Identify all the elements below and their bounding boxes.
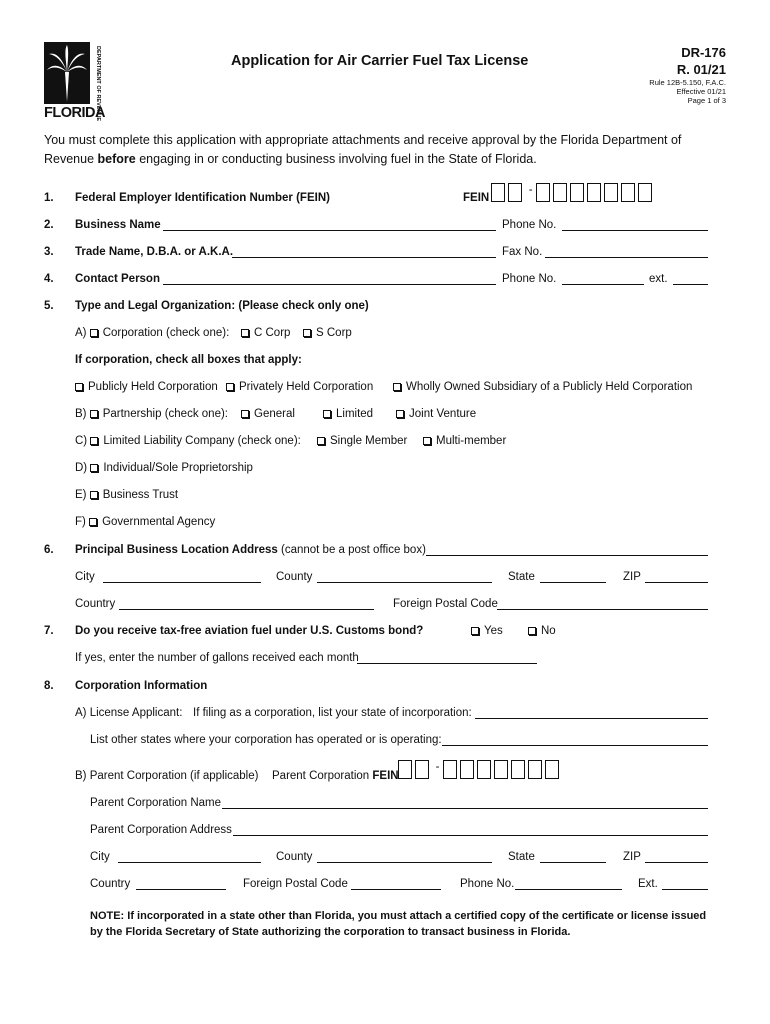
business-name-label: Business Name bbox=[75, 219, 161, 231]
parent-address-field[interactable] bbox=[233, 835, 708, 836]
joint-option[interactable]: Joint Venture bbox=[396, 408, 476, 420]
phone-field[interactable] bbox=[562, 284, 644, 285]
checkbox[interactable] bbox=[75, 383, 83, 391]
corp-row: A) Corporation (check one): bbox=[75, 327, 230, 339]
gallons-field[interactable] bbox=[357, 663, 537, 664]
form-id: DR-176 bbox=[681, 45, 726, 60]
llc-row: C) Limited Liability Company (check one): bbox=[75, 435, 301, 447]
state-label: State bbox=[508, 571, 535, 583]
phone-field[interactable] bbox=[562, 230, 708, 231]
llc-checkbox[interactable] bbox=[90, 437, 98, 445]
effective-text: Effective 01/21 bbox=[676, 87, 726, 96]
yes-option[interactable]: Yes bbox=[471, 625, 503, 637]
multi-option[interactable]: Multi-member bbox=[423, 435, 506, 447]
fax-field[interactable] bbox=[545, 257, 708, 258]
checkbox[interactable] bbox=[226, 383, 234, 391]
state-label: State bbox=[508, 851, 535, 863]
if-corp-label: If corporation, check all boxes that apply: bbox=[75, 354, 302, 366]
checkbox[interactable] bbox=[528, 627, 536, 635]
county-field[interactable] bbox=[317, 862, 492, 863]
incorporation-note: NOTE: If incorporated in a state other than Florida, you must attach a certified copy of the certificate or license issued by the Florida Secretary of State authorizing the corporation to transact business in Florida. bbox=[90, 910, 707, 938]
trade-name-label: Trade Name, D.B.A. or A.K.A. bbox=[75, 246, 234, 258]
parent-name-field[interactable] bbox=[222, 808, 708, 809]
fein-short-label: FEIN bbox=[463, 192, 490, 204]
form-revision: R. 01/21 bbox=[676, 62, 726, 77]
principal-address-field[interactable] bbox=[426, 555, 708, 556]
limited-option[interactable]: Limited bbox=[323, 408, 373, 420]
parent-fein-boxes[interactable]: - bbox=[398, 760, 562, 779]
partner-row: B) Partnership (check one): bbox=[75, 408, 228, 420]
phone-label: Phone No. bbox=[460, 878, 515, 890]
florida-dor-logo bbox=[44, 42, 105, 122]
checkbox[interactable] bbox=[471, 627, 479, 635]
fax-label: Fax No. bbox=[502, 246, 543, 258]
checkbox[interactable] bbox=[241, 410, 249, 418]
wholly-option[interactable]: Wholly Owned Subsidiary of a Publicly Held Corporation bbox=[393, 381, 692, 393]
filing-label: If filing as a corporation, list your state of incorporation: bbox=[193, 707, 472, 719]
contact-field[interactable] bbox=[163, 284, 496, 285]
foreign-postal-field[interactable] bbox=[497, 609, 708, 610]
parent-fein-label: Parent Corporation FEIN bbox=[272, 770, 399, 782]
zip-label: ZIP bbox=[623, 571, 641, 583]
gov-row[interactable]: F) Governmental Agency bbox=[75, 516, 216, 528]
phone-field[interactable] bbox=[515, 889, 622, 890]
country-field[interactable] bbox=[136, 889, 226, 890]
form-number bbox=[677, 44, 726, 78]
item-number: 6. bbox=[44, 544, 54, 556]
zip-field[interactable] bbox=[645, 582, 708, 583]
checkbox[interactable] bbox=[89, 518, 97, 526]
foreign-postal-field[interactable] bbox=[351, 889, 441, 890]
other-states-label: List other states where your corporation has operated or is operating: bbox=[90, 734, 442, 746]
checkbox[interactable] bbox=[423, 437, 431, 445]
city-label: City bbox=[90, 851, 110, 863]
contact-label: Contact Person bbox=[75, 273, 160, 285]
corp-checkbox[interactable] bbox=[90, 329, 98, 337]
private-option[interactable]: Privately Held Corporation bbox=[226, 381, 373, 393]
type-org-label: Type and Legal Organization: (Please check only one) bbox=[75, 300, 369, 312]
country-label: Country bbox=[75, 598, 116, 610]
city-label: City bbox=[75, 571, 95, 583]
zip-label: ZIP bbox=[623, 851, 641, 863]
item-number: 7. bbox=[44, 625, 54, 637]
customs-label: Do you receive tax-free aviation fuel under U.S. Customs bond? bbox=[75, 625, 424, 637]
city-field[interactable] bbox=[118, 862, 261, 863]
other-states-field[interactable] bbox=[442, 745, 708, 746]
country-field[interactable] bbox=[119, 609, 374, 610]
county-field[interactable] bbox=[317, 582, 492, 583]
checkbox[interactable] bbox=[393, 383, 401, 391]
partner-checkbox[interactable] bbox=[90, 410, 98, 418]
corp-info-label: Corporation Information bbox=[75, 680, 208, 692]
form-title: Application for Air Carrier Fuel Tax License bbox=[231, 53, 529, 69]
logo-florida-text: FLORIDA bbox=[44, 105, 105, 121]
item-number: 1. bbox=[44, 192, 54, 204]
parent-address-label: Parent Corporation Address bbox=[90, 824, 232, 836]
county-label: County bbox=[276, 851, 313, 863]
item-number: 3. bbox=[44, 246, 54, 258]
page-number: Page 1 of 3 bbox=[687, 96, 726, 105]
scorp-option[interactable]: S Corp bbox=[303, 327, 352, 339]
checkbox[interactable] bbox=[90, 464, 98, 472]
trust-row[interactable]: E) Business Trust bbox=[75, 489, 179, 501]
foreign-postal-label: Foreign Postal Code bbox=[393, 598, 498, 610]
single-option[interactable]: Single Member bbox=[317, 435, 407, 447]
checkbox[interactable] bbox=[241, 329, 249, 337]
trade-name-field[interactable] bbox=[232, 257, 496, 258]
country-label: Country bbox=[90, 878, 131, 890]
foreign-postal-label: Foreign Postal Code bbox=[243, 878, 348, 890]
phone-label: Phone No. bbox=[502, 273, 557, 285]
rule-text: Rule 12B-5.150, F.A.C. bbox=[649, 78, 726, 87]
gallons-label: If yes, enter the number of gallons received each month bbox=[75, 652, 359, 664]
license-applicant-label: A) License Applicant: bbox=[75, 707, 183, 719]
item-number: 8. bbox=[44, 680, 54, 692]
ext-field[interactable] bbox=[662, 889, 708, 890]
checkbox[interactable] bbox=[396, 410, 404, 418]
state-field[interactable] bbox=[540, 862, 606, 863]
state-incorporation-field[interactable] bbox=[475, 718, 708, 719]
checkbox[interactable] bbox=[90, 491, 98, 499]
item-number: 4. bbox=[44, 273, 54, 285]
general-option[interactable]: General bbox=[241, 408, 295, 420]
sole-row[interactable]: D) Individual/Sole Proprietorship bbox=[75, 462, 253, 474]
ccorp-option[interactable]: C Corp bbox=[241, 327, 290, 339]
ext-label: ext. bbox=[649, 273, 668, 285]
item-number: 2. bbox=[44, 219, 54, 231]
parent-name-label: Parent Corporation Name bbox=[90, 797, 222, 809]
form-rule-info bbox=[649, 78, 726, 105]
no-option[interactable]: No bbox=[528, 625, 556, 637]
logo-department-text: DEPARTMENT OF REVENUE bbox=[95, 46, 101, 122]
intro-paragraph: You must complete this application with appropriate attachments and receive approval by the Florida Department of Revenue before engaging in or conducting business involving fuel in the State of Florida. bbox=[44, 133, 682, 166]
state-field[interactable] bbox=[540, 582, 606, 583]
fein-label: Federal Employer Identification Number (FEIN) bbox=[75, 192, 330, 204]
checkbox[interactable] bbox=[303, 329, 311, 337]
business-name-field[interactable] bbox=[163, 230, 496, 231]
item-number: 5. bbox=[44, 300, 54, 312]
zip-field[interactable] bbox=[645, 862, 708, 863]
parent-corp-label: B) Parent Corporation (if applicable) bbox=[75, 770, 259, 782]
checkbox[interactable] bbox=[323, 410, 331, 418]
city-field[interactable] bbox=[103, 582, 261, 583]
principal-label: Principal Business Location Address (cannot be a post office box) bbox=[75, 544, 426, 556]
public-option[interactable]: Publicly Held Corporation bbox=[75, 381, 218, 393]
phone-label: Phone No. bbox=[502, 219, 557, 231]
county-label: County bbox=[276, 571, 313, 583]
ext-field[interactable] bbox=[673, 284, 708, 285]
ext-label: Ext. bbox=[638, 878, 658, 890]
checkbox[interactable] bbox=[317, 437, 325, 445]
fein-boxes[interactable]: FEIN- bbox=[463, 183, 655, 204]
